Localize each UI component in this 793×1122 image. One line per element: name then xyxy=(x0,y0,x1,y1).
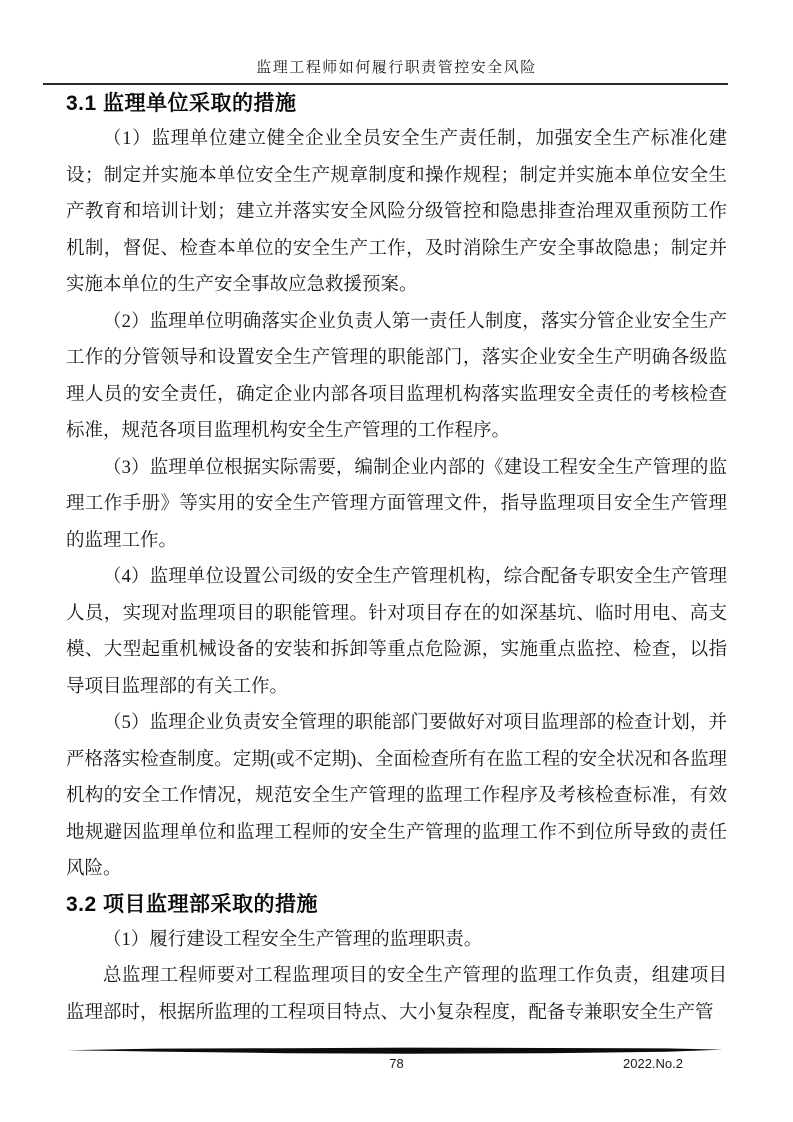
paragraph-3-2-1: （1）履行建设工程安全生产管理的监理职责。 xyxy=(103,929,483,950)
paragraph-3-1-3: （3）监理单位根据实际需要，编制企业内部的《建设工程安全生产管理的监理工作手册》等实用的安全生产管理方面管理文件，指导监理项目安全生产管理的监理工作。 xyxy=(66,457,727,551)
page-body xyxy=(66,89,727,1031)
running-header xyxy=(0,0,793,78)
header-rule xyxy=(43,83,728,85)
page-number: 78 xyxy=(389,1056,404,1071)
footer-rule xyxy=(67,1047,723,1055)
paragraph-3-2-2: 总监理工程师要对工程监理项目的安全生产管理的监理工作负责，组建项目监理部时，根据所监理的工程项目特点、大小复杂程度，配备专兼职安全生产管 xyxy=(66,966,727,1023)
page-footer xyxy=(0,1047,793,1073)
section-heading-3-2: 3.2 项目监理部采取的措施 xyxy=(66,892,319,916)
paragraph-3-1-5: （5）监理企业负责安全管理的职能部门要做好对项目监理部的检查计划，并严格落实检查制度。定期(或不定期)、全面检查所有在监工程的安全状况和各监理机构的安全工作情况，规范安全生产管理的监理工作程序及考核检查标准，有效地规避因监理单位和监理工程师的安全生产管理的监理工作不到位所导致的责任风险。 xyxy=(66,713,727,879)
paragraph-3-1-1: （1）监理单位建立健全企业全员安全生产责任制，加强安全生产标准化建设；制定并实施本单位安全生产规章制度和操作规程；制定并实施本单位安全生产教育和培训计划；建立并落实安全风险分级管控和隐患排查治理双重预防工作机制，督促、检查本单位的安全生产工作，及时消除生产安全事故隐患；制定并实施本单位的生产安全事故应急救援预案。 xyxy=(66,129,727,295)
running-header-title: 监理工程师如何履行职责管控安全风险 xyxy=(256,60,537,76)
paragraph-3-1-4: （4）监理单位设置公司级的安全生产管理机构，综合配备专职安全生产管理人员，实现对监理项目的职能管理。针对项目存在的如深基坑、临时用电、高支模、大型起重机械设备的安装和拆卸等重点危险源，实施重点监控、检查，以指导项目监理部的有关工作。 xyxy=(66,567,727,697)
section-heading-3-1: 3.1 监理单位采取的措施 xyxy=(66,92,297,115)
footer-row xyxy=(0,1055,793,1073)
issue-label: 2022.No.2 xyxy=(623,1056,683,1071)
paragraph-3-1-2: （2）监理单位明确落实企业负责人第一责任人制度，落实分管企业安全生产工作的分管领导和设置安全生产管理的职能部门，落实企业安全生产明确各级监理人员的安全责任，确定企业内部各项目监理机构落实监理安全责任的考核检查标准，规范各项目监理机构安全生产管理的工作程序。 xyxy=(66,311,727,441)
